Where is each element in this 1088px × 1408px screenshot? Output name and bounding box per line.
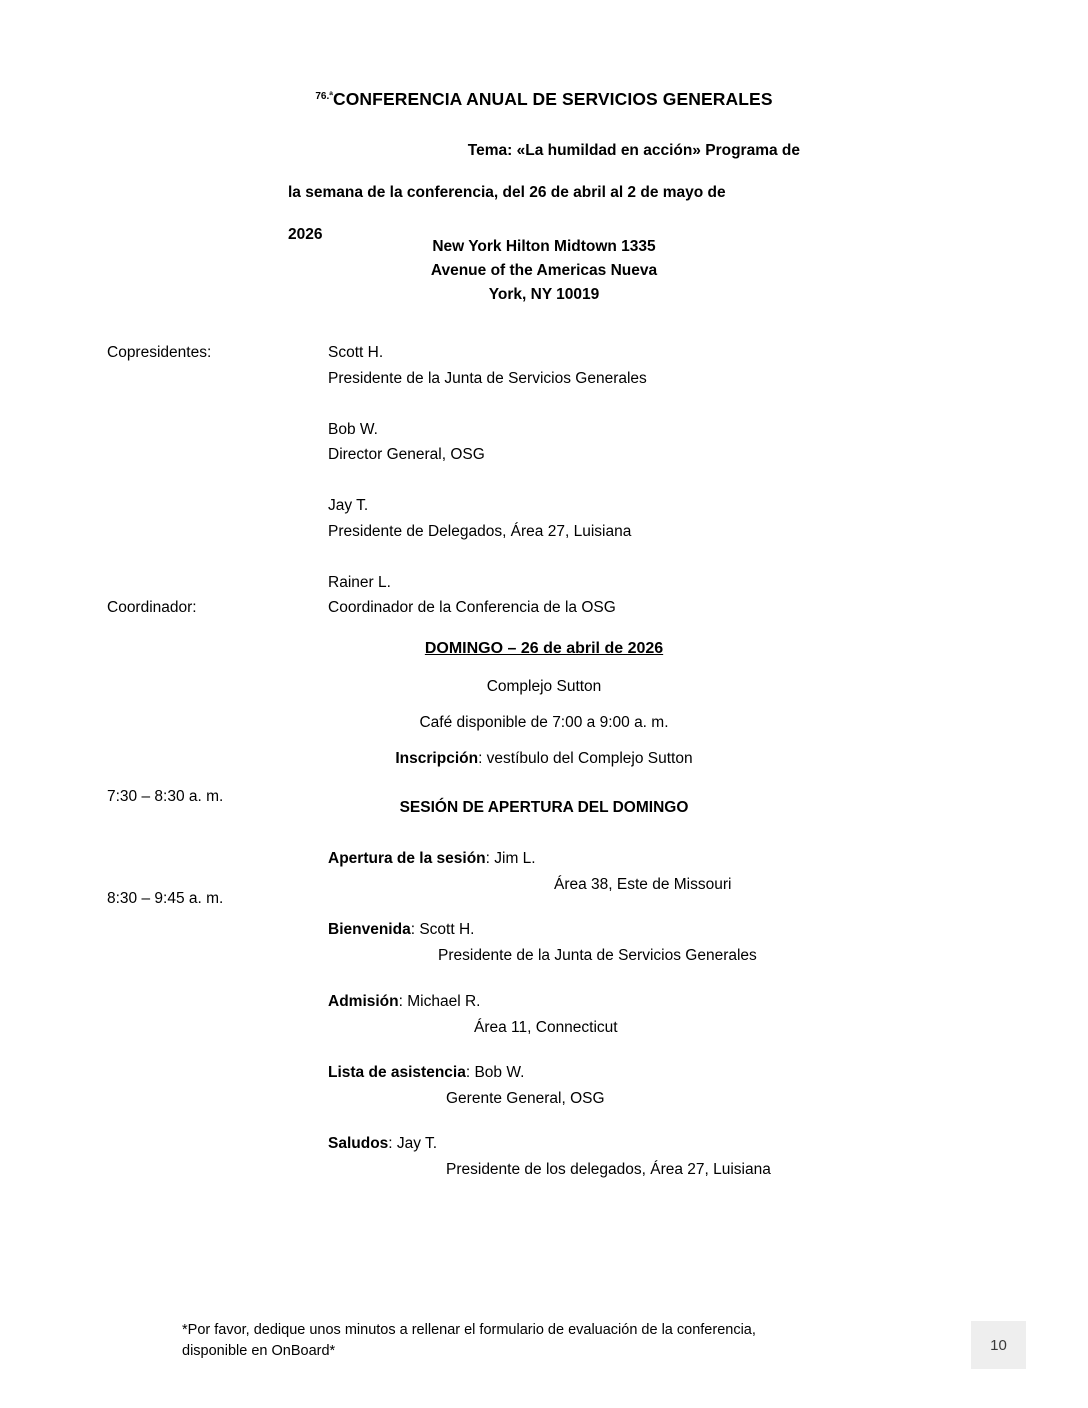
- row-spacer: [107, 391, 867, 417]
- footer-note: [182, 1320, 882, 1362]
- registration-value: : vestíbulo del Complejo Sutton: [478, 750, 693, 767]
- footer-note-line-1: *Por favor, dedique unos minutos a rellenar el formulario de evaluación de la conferencia,: [182, 1322, 756, 1338]
- venue-line-1: New York Hilton Midtown 1335: [432, 238, 656, 255]
- officer-row-coordinator: [107, 570, 867, 621]
- coordinator-label: Coordinador:: [107, 599, 197, 616]
- entry-detail: Presidente de la Junta de Servicios Generales: [438, 946, 757, 964]
- title-ordinal-superscript: 76.ª: [315, 91, 333, 102]
- officer-role: Director General, OSG: [328, 446, 485, 463]
- schedule-entry: [328, 1131, 968, 1182]
- day-location: Complejo Sutton: [486, 678, 602, 695]
- registration-line: [0, 750, 1088, 768]
- officer-details: [328, 570, 867, 621]
- entry-value: : Jim L.: [485, 850, 536, 867]
- officer-name: Scott H.: [328, 344, 384, 361]
- registration-label: Inscripción: [395, 750, 479, 767]
- entry-detail: Presidente de los delegados, Área 27, Luisiana: [446, 1160, 771, 1178]
- entry-value: : Jay T.: [388, 1135, 438, 1152]
- schedule-entry: [328, 846, 968, 897]
- entry-detail: Área 11, Connecticut: [474, 1018, 618, 1036]
- officer-details: [328, 340, 867, 391]
- officer-name: Jay T.: [328, 497, 369, 514]
- session-heading: SESIÓN DE APERTURA DEL DOMINGO: [399, 799, 689, 816]
- row-spacer: [107, 544, 867, 570]
- entry-label: Bienvenida: [328, 921, 411, 938]
- schedule-time-1: 7:30 – 8:30 a. m.: [107, 788, 224, 805]
- page-number: 10: [971, 1321, 1026, 1369]
- officer-row-cochair-1: [107, 340, 867, 391]
- day-heading: [0, 640, 1088, 658]
- theme-line-2: la semana de la conferencia, del 26 de abril al 2 de mayo de: [288, 184, 726, 201]
- entry-label: Saludos: [328, 1135, 389, 1152]
- entry-label: Lista de asistencia: [328, 1064, 466, 1081]
- officer-details: [328, 493, 867, 544]
- schedule-entry: [328, 1060, 968, 1111]
- entry-detail: Gerente General, OSG: [446, 1089, 605, 1107]
- row-spacer: [107, 468, 867, 494]
- officer-role: Presidente de la Junta de Servicios Generales: [328, 369, 647, 387]
- venue-line-2: Avenue of the Americas Nueva: [430, 262, 658, 279]
- day-heading-text: DOMINGO – 26 de abril de 2026: [424, 640, 664, 657]
- title-text: CONFERENCIA ANUAL DE SERVICIOS GENERALES: [332, 89, 773, 109]
- entry-detail: Área 38, Este de Missouri: [554, 875, 732, 893]
- theme-line-1: Tema: «La humildad en acción» Programa de: [467, 142, 800, 159]
- officer-row-cochair-3: [107, 493, 867, 544]
- officer-row-cochair-2: [107, 417, 867, 468]
- entry-value: : Scott H.: [410, 921, 475, 938]
- page-title: [0, 89, 1088, 110]
- schedule-entry: [328, 917, 968, 968]
- theme-line-3: 2026: [288, 226, 323, 243]
- officer-role: Presidente de Delegados, Área 27, Luisiana: [328, 522, 632, 540]
- venue-address: [0, 235, 1088, 307]
- officer-name: Bob W.: [328, 420, 378, 438]
- cochairs-label: Copresidentes:: [107, 344, 212, 361]
- entry-label: Apertura de la sesión: [328, 850, 486, 867]
- schedule-time-2: 8:30 – 9:45 a. m.: [107, 890, 224, 907]
- officer-details: [328, 417, 867, 468]
- entry-value: : Michael R.: [398, 993, 481, 1010]
- officer-role: Coordinador de la Conferencia de la OSG: [328, 599, 616, 616]
- entry-label: Admisión: [328, 993, 399, 1010]
- schedule-entry: [328, 989, 968, 1040]
- footer-note-line-2: disponible en OnBoard*: [182, 1343, 336, 1359]
- officer-name: Rainer L.: [328, 573, 391, 591]
- officers-section: [107, 340, 867, 621]
- coffee-note: Café disponible de 7:00 a 9:00 a. m.: [419, 714, 669, 731]
- entry-value: : Bob W.: [465, 1064, 525, 1081]
- venue-line-3: York, NY 10019: [488, 286, 600, 303]
